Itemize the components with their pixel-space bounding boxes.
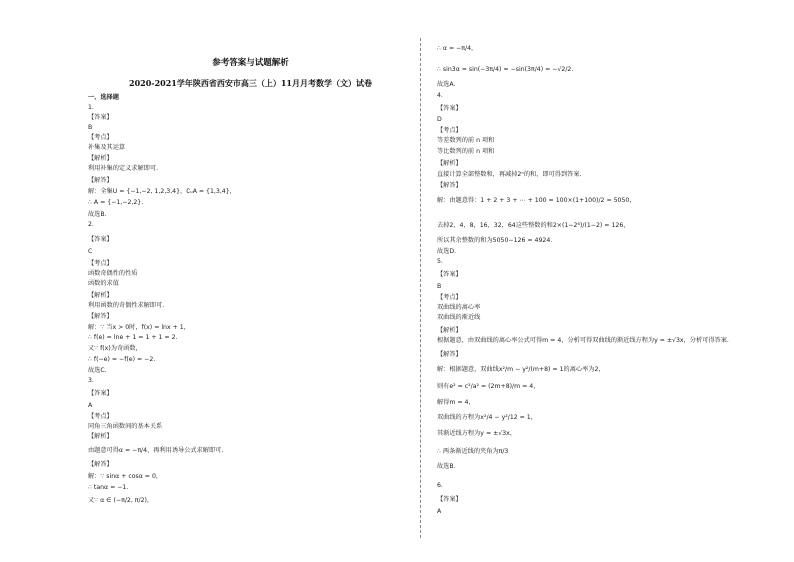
text-line: 由题意可得α = −π/4，再利用诱导公式求解即可. — [88, 447, 224, 454]
text-line: ∴ A = {−1,−2,2}. — [88, 199, 144, 206]
text-line: 函数的求值 — [88, 280, 119, 287]
text-line: ∴ sin3α = sin(−3π/4) = −sin(3π/4) = −√2/2. — [437, 66, 574, 73]
text-line: 【考点】 — [437, 127, 462, 134]
text-line: C — [88, 248, 93, 255]
text-line: 6. — [437, 482, 443, 489]
text-line: 利用补集的定义求解即可. — [88, 165, 159, 172]
text-line: 解：由题意得：1 + 2 + 3 + ⋯ + 100 = 100×(1+100)/2 = 5050， — [437, 197, 636, 204]
text-line: ∴ f(e) = lne + 1 = 1 + 1 = 2. — [88, 334, 178, 341]
text-line: ∴ f(−e) = −f(e) = −2. — [88, 356, 156, 363]
text-line: 【解析】 — [88, 292, 113, 299]
section-heading: 一、选择题 — [88, 94, 119, 101]
text-line: 2. — [88, 221, 94, 228]
text-line: 【考点】 — [88, 413, 113, 420]
text-line: 解：全集U = {−1,−2, 1,2,3,4}，∁ᵤA = {1,3,4}， — [88, 188, 236, 195]
text-line: 4. — [437, 92, 443, 99]
text-line: 补集及其运算 — [88, 144, 126, 151]
text-line: 【解答】 — [88, 313, 113, 320]
text-line: 【解析】 — [437, 160, 462, 167]
text-line: 直接计算全部整数和，再减掉2ⁿ的和，即可得到答案. — [437, 171, 582, 178]
text-line: B — [88, 124, 93, 131]
text-line: 去掉2，4，8，16，32，64这些整数的和2×(1−2⁶)/(1−2) = 126， — [437, 222, 630, 229]
text-line: 【解答】 — [437, 351, 462, 358]
text-line: ∴ 两条渐近线的夹角为π/3 — [437, 448, 509, 455]
text-line: 3. — [88, 377, 94, 384]
text-line: 等比数列的前 n 项和 — [437, 148, 495, 155]
text-line: 【考点】 — [88, 260, 113, 267]
text-line: 双曲线的离心率 — [437, 304, 481, 311]
text-line: 解：∵ sinα + cosα = 0， — [88, 473, 163, 480]
text-line: 故选A. — [437, 81, 456, 88]
text-line: 则有e² = c²/a² = (2m+8)/m = 4， — [437, 383, 540, 390]
text-line: 又∵ f(x)为奇函数， — [88, 345, 142, 352]
text-line: 双曲线的渐近线 — [437, 314, 481, 321]
text-line: 故选B. — [88, 211, 107, 218]
text-line: 故选D. — [437, 248, 457, 255]
text-line: 【解答】 — [88, 461, 113, 468]
text-line: 【解析】 — [437, 327, 462, 334]
text-line: 故选B. — [437, 463, 456, 470]
text-line: B — [437, 283, 442, 290]
text-line: 解：根据题意，双曲线x²/m − y²/(m+8) = 1的离心率为2， — [437, 366, 605, 373]
text-line: 【考点】 — [88, 134, 113, 141]
text-line: 【答案】 — [437, 105, 462, 112]
text-line: 【解析】 — [88, 155, 113, 162]
text-line: 1. — [88, 104, 94, 111]
text-line: 【答案】 — [437, 496, 462, 503]
text-line: 【考点】 — [437, 294, 462, 301]
column-divider — [420, 38, 421, 538]
text-line: ∴ tanα = −1. — [88, 484, 129, 491]
text-line: 函数奇偶性的性质 — [88, 270, 138, 277]
text-line: 根据题意，由双曲线的离心率公式可得m = 4，分析可得双曲线的渐近线方程为y = ±√3x，分析可得答案. — [437, 337, 729, 344]
text-line: 故选C. — [88, 367, 107, 374]
text-line: 利用函数的奇偶性求解即可. — [88, 302, 165, 309]
text-line: A — [88, 402, 93, 409]
text-line: 5. — [437, 258, 443, 265]
text-line: ∴ α = −π/4， — [437, 45, 478, 52]
text-line: 【答案】 — [88, 236, 113, 243]
text-line: 所以其余整数的和为5050−126 = 4924. — [437, 237, 553, 244]
text-line: 同角三角函数间的基本关系 — [88, 423, 163, 430]
text-line: 【解答】 — [437, 182, 462, 189]
text-line: 【答案】 — [88, 114, 113, 121]
text-line: D — [437, 116, 442, 123]
text-line: 又∵ α ∈ (−π/2, π/2)， — [88, 497, 154, 504]
text-line: 【答案】 — [437, 271, 462, 278]
text-line: 其渐近线方程为y = ±√3x， — [437, 430, 517, 437]
text-line: 解得m = 4， — [437, 399, 475, 406]
doc-title: 参考答案与试题解析 — [212, 58, 289, 68]
doc-subtitle: 2020-2021学年陕西省西安市高三（上）11月月考数学（文）试卷 — [129, 78, 372, 88]
text-line: 【解析】 — [88, 433, 113, 440]
text-line: 等差数列的前 n 项和 — [437, 137, 495, 144]
text-line: 【答案】 — [88, 390, 113, 397]
text-line: A — [437, 508, 442, 515]
text-line: 解：∵ 当x > 0时，f(x) = lnx + 1， — [88, 324, 190, 331]
text-line: 【解答】 — [88, 177, 113, 184]
text-line: 双曲线的方程为x²/4 − y²/12 = 1， — [437, 414, 537, 421]
